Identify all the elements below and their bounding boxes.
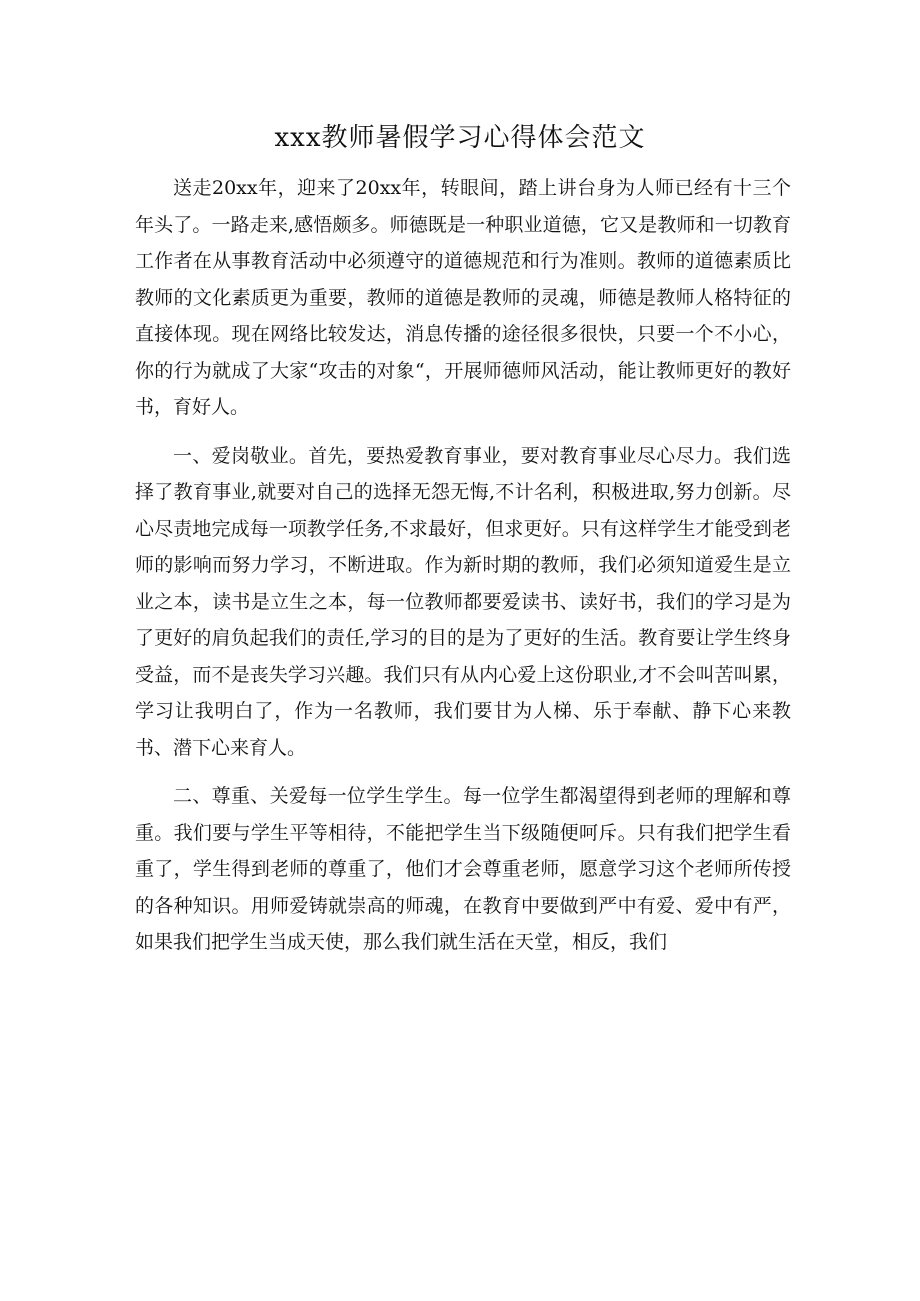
document-body [135, 170, 791, 973]
document-title: xxx教师暑假学习心得体会范文 [274, 123, 646, 153]
paragraph-section-1: 一、爱岗敬业。首先，要热爱教育事业，要对教育事业尽心尽力。我们选择了教育事业,就要对自己的选择无怨无悔,不计名利，积极进取,努力创新。尽心尽责地完成每一项教学任务,不求最好，但求更好。只有这样学生才能受到老师的影响而努力学习，不断进取。作为新时期的教师，我们必须知道爱生是立业之本，读书是立生之本，每一位教师都要爱读书、读好书，我们的学习是为了更好的肩负起我们的责任,学习的目的是为了更好的生活。教育要让学生终身受益，而不是丧失学习兴趣。我们只有从内心爱上这份职业,才不会叫苦叫累，学习让我明白了，作为一名教师，我们要甘为人梯、乐于奉献、静下心来教书、潜下心来育人。 [135, 444, 791, 759]
paragraph-intro: 送走20xx年，迎来了20xx年，转眼间，踏上讲台身为人师已经有十三个年头了。一路走来,感悟颇多。师德既是一种职业道德，它又是教师和一切教育工作者在从事教育活动中必须遵守的道德规范和行为准则。教师的道德素质比教师的文化素质更为重要，教师的道德是教师的灵魂，师德是教师人格特征的直接体现。现在网络比较发达，消息传播的途径很多很快，只要一个不小心，你的行为就成了大家“攻击的对象“，开展师德师风活动，能让教师更好的教好书，育好人。 [135, 177, 791, 418]
paragraph-section-2: 二、尊重、关爱每一位学生学生。每一位学生都渴望得到老师的理解和尊重。我们要与学生平等相待，不能把学生当下级随便呵斥。只有我们把学生看重了，学生得到老师的尊重了，他们才会尊重老师，愿意学习这个老师所传授的各种知识。用师爱铸就崇高的师魂，在教育中要做到严中有爱、爱中有严，如果我们把学生当成天使，那么我们就生活在天堂，相反，我们 [135, 785, 791, 953]
